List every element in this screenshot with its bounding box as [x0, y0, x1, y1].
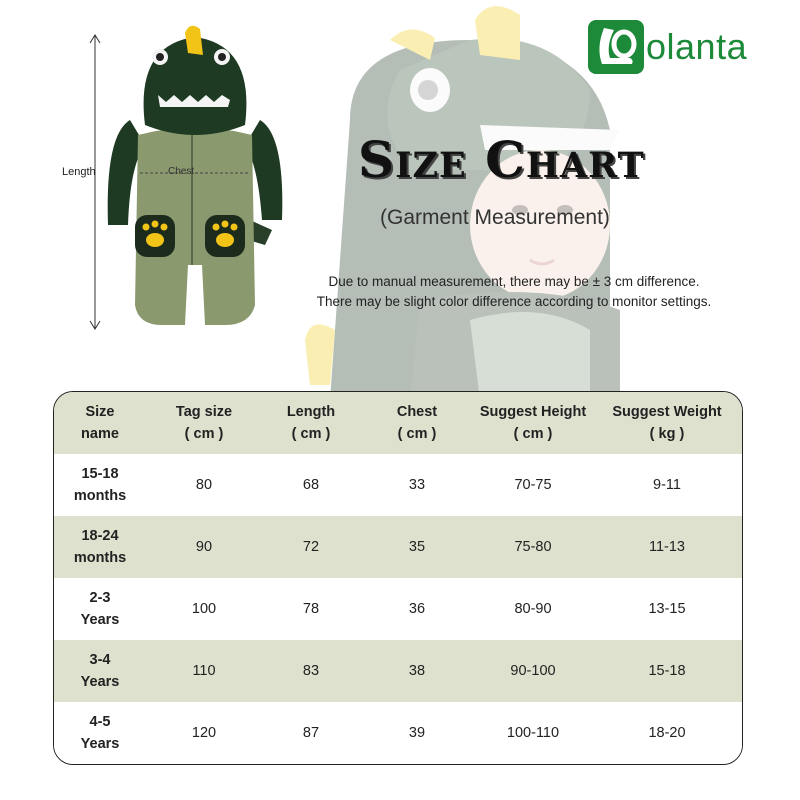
length-cell: 87 — [262, 702, 360, 764]
size-cell: 4-5 Years — [54, 702, 146, 764]
weight-cell: 9-11 — [592, 454, 742, 516]
header-weight: Suggest Weight ( kg ) — [592, 392, 742, 454]
header-tag-size: Tag size ( cm ) — [146, 392, 262, 454]
tag-cell: 110 — [146, 640, 262, 702]
measurement-note — [294, 272, 734, 312]
header-height: Suggest Height ( cm ) — [474, 392, 592, 454]
chest-cell: 36 — [360, 578, 474, 640]
table-row — [54, 578, 742, 640]
chest-label: Chest — [168, 166, 195, 177]
tag-cell: 90 — [146, 516, 262, 578]
table-row — [54, 454, 742, 516]
table-header-row — [54, 392, 742, 454]
chest-cell: 35 — [360, 516, 474, 578]
length-label: Length — [62, 166, 96, 178]
table-row — [54, 516, 742, 578]
length-cell: 78 — [262, 578, 360, 640]
size-table — [53, 391, 743, 765]
height-cell: 90-100 — [474, 640, 592, 702]
tag-cell: 100 — [146, 578, 262, 640]
tag-cell: 80 — [146, 454, 262, 516]
tag-cell: 120 — [146, 702, 262, 764]
chest-cell: 39 — [360, 702, 474, 764]
length-cell: 83 — [262, 640, 360, 702]
header-size: Size name — [54, 392, 146, 454]
weight-cell: 15-18 — [592, 640, 742, 702]
dinosaur-romper-image — [100, 25, 290, 330]
page-subtitle: (Garment Measurement) — [380, 206, 610, 229]
length-cell: 68 — [262, 454, 360, 516]
header-length: Length ( cm ) — [262, 392, 360, 454]
note-line: Due to manual measurement, there may be ± 3 cm difference. — [328, 274, 700, 289]
table-row — [54, 702, 742, 764]
weight-cell: 11-13 — [592, 516, 742, 578]
size-cell: 15-18 months — [54, 454, 146, 516]
weight-cell: 13-15 — [592, 578, 742, 640]
note-line: There may be slight color difference according to monitor settings. — [316, 294, 712, 309]
height-cell: 100-110 — [474, 702, 592, 764]
height-cell: 75-80 — [474, 516, 592, 578]
height-cell: 80-90 — [474, 578, 592, 640]
chest-cell: 33 — [360, 454, 474, 516]
size-cell: 2-3 Years — [54, 578, 146, 640]
logo-mark-icon — [588, 20, 644, 74]
table-row — [54, 640, 742, 702]
logo-text: olanta — [646, 26, 748, 67]
height-cell: 70-75 — [474, 454, 592, 516]
length-cell: 72 — [262, 516, 360, 578]
chest-cell: 38 — [360, 640, 474, 702]
size-cell: 3-4 Years — [54, 640, 146, 702]
brand-logo — [588, 20, 747, 74]
size-cell: 18-24 months — [54, 516, 146, 578]
page-title: Size Chart — [358, 130, 645, 189]
weight-cell: 18-20 — [592, 702, 742, 764]
header-chest: Chest ( cm ) — [360, 392, 474, 454]
